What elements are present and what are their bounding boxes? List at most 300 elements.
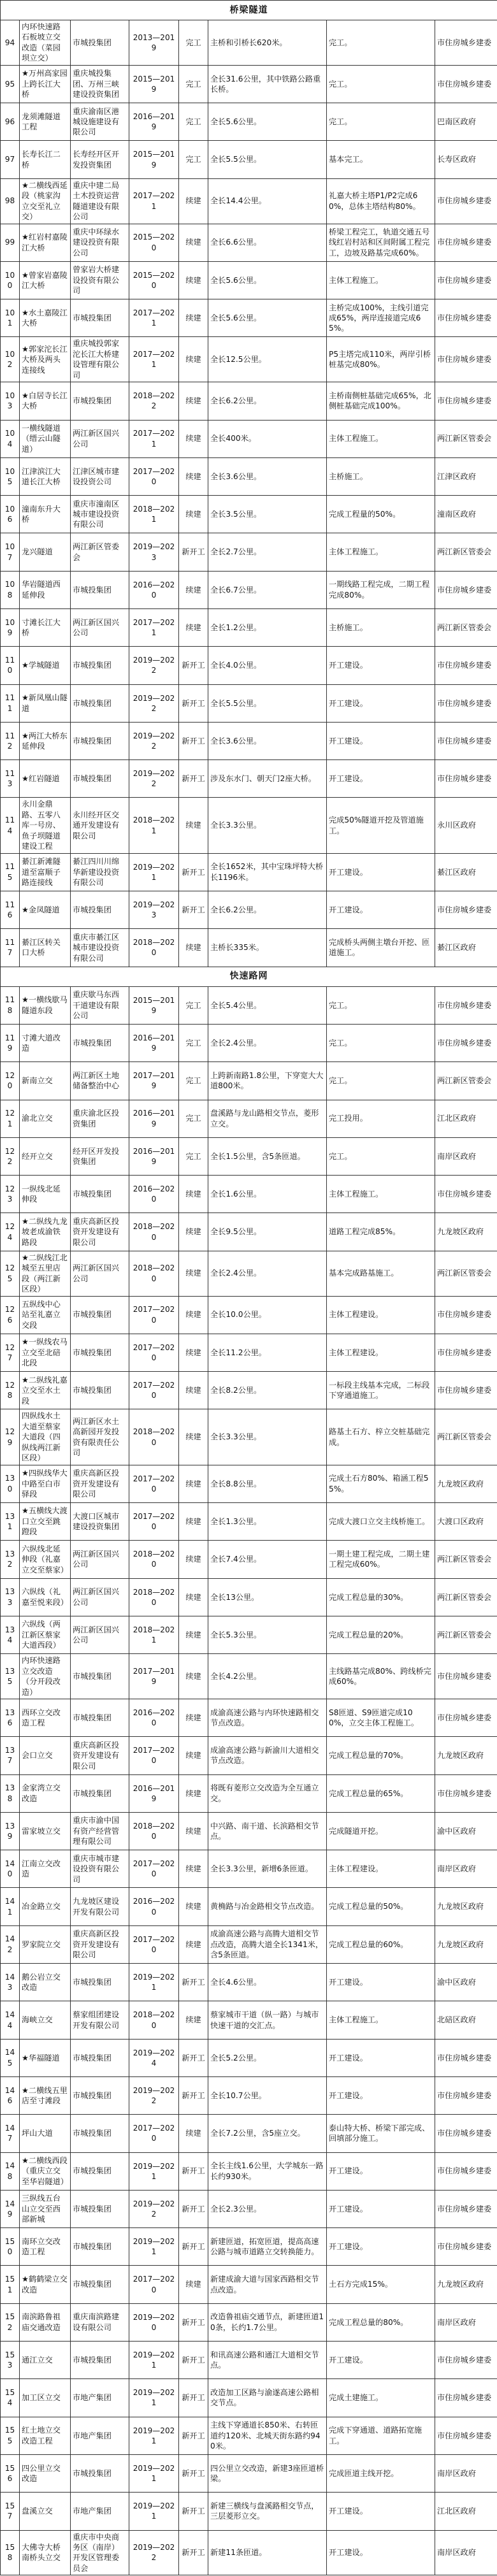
table-row (1, 496, 497, 533)
row-number: 151 (1, 2266, 20, 2303)
row-number: 117 (1, 929, 20, 967)
project-type: 新开工 (179, 2152, 208, 2190)
progress-target: 主体工程施工。 (327, 1176, 435, 1213)
build-period: 2017—2020 (129, 1737, 179, 1774)
responsible-dept: 两江新区管委会 (435, 1616, 497, 1653)
project-type: 续建 (179, 224, 208, 261)
responsible-dept: 南岸区政府 (435, 2303, 497, 2341)
project-type: 新开工 (179, 533, 208, 571)
responsible-dept: 市住房城乡建委 (435, 65, 497, 103)
responsible-dept: 九龙坡区政府 (435, 1888, 497, 1925)
build-period: 2016—2019 (129, 103, 179, 141)
build-period: 2019—2021 (129, 2379, 179, 2417)
row-number: 99 (1, 224, 20, 261)
owner-unit: 綦江四川川绵华新建设投资有限公司 (71, 853, 129, 891)
progress-target: 完成匝道主线开挖。 (327, 2454, 435, 2492)
project-name: ★二横线西延段（桃家沟立交至礼立交） (20, 178, 71, 224)
build-scale: 全长3.3公里，新增6条匝道。 (208, 1850, 327, 1888)
table-row (1, 2152, 497, 2190)
row-number: 125 (1, 1251, 20, 1296)
table-row (1, 420, 497, 457)
build-scale: 全长4.0公里。 (208, 647, 327, 684)
responsible-dept: 江津区政府 (435, 457, 497, 495)
project-name: ★学城隧道 (20, 647, 71, 684)
project-type: 新开工 (179, 853, 208, 891)
project-name: ★两江大桥东延伸段 (20, 722, 71, 759)
build-scale: 全长5.6公里。 (208, 103, 327, 141)
owner-unit: 市城投集团 (71, 760, 129, 798)
owner-unit: 重庆中环绿水建设投资有限公司 (71, 224, 129, 261)
table-row (1, 2001, 497, 2039)
row-number: 95 (1, 65, 20, 103)
build-scale: 全长5.3公里。 (208, 1616, 327, 1653)
progress-target: 主体工程施工。 (327, 420, 435, 457)
project-name: 龙兴隧道 (20, 533, 71, 571)
project-type: 续建 (179, 1774, 208, 1812)
progress-target: 开工建设。 (327, 2190, 435, 2227)
progress-target: 主体工程施工。 (327, 533, 435, 571)
project-type: 续建 (179, 496, 208, 533)
build-scale: 全长11.2公里。 (208, 1334, 327, 1371)
row-number: 140 (1, 1850, 20, 1888)
project-name: 渝北立交 (20, 1100, 71, 1137)
responsible-dept: 市住房城乡建委 (435, 1774, 497, 1812)
owner-unit: 市城投集团 (71, 1334, 129, 1371)
project-type: 完工 (179, 65, 208, 103)
build-period: 2018—2020 (129, 929, 179, 967)
owner-unit: 市城投集团 (71, 1774, 129, 1812)
progress-target: 基本完工。 (327, 141, 435, 178)
responsible-dept: 市住房城乡建委 (435, 20, 497, 66)
row-number: 124 (1, 1213, 20, 1251)
build-scale: 全长5.5公里。 (208, 141, 327, 178)
progress-target: 主桥施工。 (327, 609, 435, 647)
responsible-dept: 市住房城乡建委 (435, 571, 497, 608)
project-type: 续建 (179, 1654, 208, 1699)
build-period: 2017—2021 (129, 299, 179, 337)
build-scale: 全长6.2公里。 (208, 891, 327, 929)
build-scale: 全长3.3公里。 (208, 1409, 327, 1465)
owner-unit: 长寿经开区开发投资集团 (71, 141, 129, 178)
build-period: 2019—2022 (129, 2076, 179, 2114)
progress-target: 完成工程总量的50%。 (327, 1888, 435, 1925)
project-type: 新开工 (179, 2076, 208, 2114)
owner-unit: 重庆高新区投资开发建设有限公司 (71, 1737, 129, 1774)
project-name: 一纵线北延伸段 (20, 1176, 71, 1213)
progress-target: 开工建设。 (327, 760, 435, 798)
row-number: 132 (1, 1541, 20, 1578)
responsible-dept: 江北区政府 (435, 1100, 497, 1137)
row-number: 158 (1, 2530, 20, 2575)
project-name: 坪山大道 (20, 2115, 71, 2152)
table-row (1, 337, 497, 382)
project-name: ★二纵线礼嘉立交至水土段 (20, 1372, 71, 1409)
row-number: 119 (1, 1024, 20, 1061)
project-name: ★红岩隧道 (20, 760, 71, 798)
owner-unit: 两江新区国兴公司 (71, 1541, 129, 1578)
progress-target: 基本完成路基施工。 (327, 1251, 435, 1296)
row-number: 128 (1, 1372, 20, 1409)
progress-target: 完成工程总量的70%。 (327, 1737, 435, 1774)
project-type: 续建 (179, 1888, 208, 1925)
build-period: 2019—2024 (129, 2039, 179, 2076)
project-type: 完工 (179, 103, 208, 141)
responsible-dept: 九龙坡区政府 (435, 1465, 497, 1502)
build-scale: 全长13公里。 (208, 1578, 327, 1616)
build-period: 2018—2021 (129, 496, 179, 533)
build-period: 2016—2019 (129, 1100, 179, 1137)
owner-unit: 市城投集团 (71, 2454, 129, 2492)
table-row (1, 261, 497, 299)
project-type: 续建 (179, 1502, 208, 1540)
owner-unit: 重庆渝南区港城设施建设有限公司 (71, 103, 129, 141)
section-header (1, 1, 497, 20)
progress-target: 主体工程建设。 (327, 1850, 435, 1888)
project-name: ★红岩村嘉陵江大桥 (20, 224, 71, 261)
responsible-dept: 市住房城乡建委 (435, 986, 497, 1024)
build-scale: 全长3.6公里。 (208, 722, 327, 759)
progress-target: 完成工程量的50%。 (327, 496, 435, 533)
project-name: 六纵线（两江新区蔡家大道西段） (20, 1616, 71, 1653)
project-type: 续建 (179, 1213, 208, 1251)
table-row (1, 1296, 497, 1334)
project-name: 西环立交改造工程 (20, 1699, 71, 1736)
owner-unit: 重庆中建二局土木投资运营隧道建设有限公司 (71, 178, 129, 224)
progress-target: 路基土石方、梓立交桩基础完成。 (327, 1409, 435, 1465)
project-type: 续建 (179, 299, 208, 337)
build-period: 2019—2023 (129, 891, 179, 929)
owner-unit: 市城投集团 (71, 1372, 129, 1409)
build-scale: 主桥和引桥长620米。 (208, 20, 327, 66)
build-scale: 全长4.6公里。 (208, 1964, 327, 2001)
owner-unit: 重庆渝北区投资集团 (71, 1100, 129, 1137)
build-period: 2015—2019 (129, 65, 179, 103)
table-row (1, 1176, 497, 1213)
build-period: 2017—2020 (129, 2115, 179, 2152)
project-type: 续建 (179, 2266, 208, 2303)
table-row (1, 1502, 497, 1540)
build-scale: 成渝高速公路与高腾大道相交节点改造，高腾大道全长1341米，含5条匝道。 (208, 1925, 327, 1963)
table-row (1, 1213, 497, 1251)
build-scale: 中兴路、南干道、长滨路相交节点。 (208, 1812, 327, 1850)
owner-unit: 重庆市城市建设投资有限公司 (71, 1850, 129, 1888)
table-row (1, 1100, 497, 1137)
row-number: 146 (1, 2076, 20, 2114)
owner-unit: 重庆市渝中国有资产经营管理有限公司 (71, 1812, 129, 1850)
row-number: 107 (1, 533, 20, 571)
owner-unit: 市城投集团 (71, 1699, 129, 1736)
project-name: 潼南东升大桥 (20, 496, 71, 533)
progress-target: 开工建设。 (327, 2152, 435, 2190)
table-row (1, 20, 497, 66)
build-period: 2019—2021 (129, 1964, 179, 2001)
project-name: ★华福隧道 (20, 2039, 71, 2076)
project-name: 华岩隧道西延伸段 (20, 571, 71, 608)
table-row (1, 141, 497, 178)
project-name: ★二横线西段（重庆立交至华岩隧道） (20, 2152, 71, 2190)
build-period: 2017—2021 (129, 420, 179, 457)
row-number: 150 (1, 2228, 20, 2266)
table-row (1, 1774, 497, 1812)
table-row (1, 2190, 497, 2227)
build-period: 2016—2019 (129, 1024, 179, 1061)
owner-unit: 曾家岩大桥建设投资有限公司 (71, 261, 129, 299)
responsible-dept: 南岸区政府 (435, 2530, 497, 2575)
responsible-dept: 市住房城乡建委 (435, 2190, 497, 2227)
project-type: 完工 (179, 20, 208, 66)
table-row (1, 178, 497, 224)
build-scale: 全长4.2公里。 (208, 1654, 327, 1699)
project-name: 寸滩长江大桥 (20, 609, 71, 647)
project-name: 三纵线五台山立交至西部新城 (20, 2190, 71, 2227)
build-scale: 全长2.4公里。 (208, 1024, 327, 1061)
owner-unit: 江津区城市建设投资公司 (71, 457, 129, 495)
build-scale: 四公里立交改造，新建3座匝道桥梁。 (208, 2454, 327, 2492)
build-scale: 新建成渝大道与国家西路相交节点改造。 (208, 2266, 327, 2303)
project-type: 续建 (179, 1296, 208, 1334)
project-name: ★鹤鹤梁立交改造 (20, 2266, 71, 2303)
progress-target: 完工投用。 (327, 1100, 435, 1137)
progress-target: 一标段主线基本完成，二标段下穿通道施工。 (327, 1372, 435, 1409)
project-name: 长寿长江二桥 (20, 141, 71, 178)
project-name: 加工区立交 (20, 2379, 71, 2417)
project-type: 新开工 (179, 2190, 208, 2227)
responsible-dept: 渝中区政府 (435, 1964, 497, 2001)
build-period: 2018—2020 (129, 1812, 179, 1850)
project-name: 寸滩大道改造 (20, 1024, 71, 1061)
row-number: 144 (1, 2001, 20, 2039)
row-number: 123 (1, 1176, 20, 1213)
row-number: 110 (1, 647, 20, 684)
row-number: 127 (1, 1334, 20, 1371)
owner-unit: 九龙坡区建设开发有限公司 (71, 1888, 129, 1925)
progress-target: 开工建设。 (327, 2039, 435, 2076)
table-row (1, 798, 497, 853)
build-period: 2017—2021 (129, 609, 179, 647)
build-period: 2017—2020 (129, 1296, 179, 1334)
build-scale: 新建三横线与盘溪路相交节点，三层菱形立交。 (208, 2493, 327, 2530)
build-period: 2016—2019 (129, 1774, 179, 1812)
project-type: 新开工 (179, 2417, 208, 2454)
section-title: 快速路网 (1, 967, 497, 986)
project-type: 续建 (179, 2115, 208, 2152)
project-type: 新开工 (179, 684, 208, 722)
responsible-dept: 市住房城乡建委 (435, 261, 497, 299)
row-number: 153 (1, 2342, 20, 2379)
project-type: 续建 (179, 457, 208, 495)
build-period: 2017—2019 (129, 1062, 179, 1100)
build-period: 2015—2019 (129, 141, 179, 178)
build-period: 2019—2020 (129, 2303, 179, 2341)
table-row (1, 1024, 497, 1061)
responsible-dept: 长寿区政府 (435, 141, 497, 178)
responsible-dept: 永川区政府 (435, 798, 497, 853)
project-type: 续建 (179, 1812, 208, 1850)
project-name: 内环快速路立交改造（分开段改造） (20, 1654, 71, 1699)
progress-target: 一期线路工程完成，二期工程完成80%。 (327, 571, 435, 608)
project-name: ★四纵线华大中路至白市驿段 (20, 1465, 71, 1502)
project-type: 续建 (179, 2001, 208, 2039)
progress-target: 完成桥头两侧主墩台开挖、匝道施工。 (327, 929, 435, 967)
responsible-dept: 市住房城乡建委 (435, 1372, 497, 1409)
build-period: 2018—2021 (129, 1616, 179, 1653)
responsible-dept: 两江新区管委会 (435, 1578, 497, 1616)
owner-unit: 市城投集团 (71, 1024, 129, 1061)
build-period: 2013—2019 (129, 20, 179, 66)
project-type: 续建 (179, 382, 208, 420)
build-period: 2017—2020 (129, 1925, 179, 1963)
progress-target: 完成工程总量的80%。 (327, 2303, 435, 2341)
build-period: 2016—2019 (129, 1137, 179, 1175)
table-row (1, 2076, 497, 2114)
progress-target: 完成土建施工。 (327, 2379, 435, 2417)
project-type: 完工 (179, 141, 208, 178)
responsible-dept: 九龙坡区政府 (435, 1737, 497, 1774)
project-name: 新南立交 (20, 1062, 71, 1100)
progress-target: 开工建设。 (327, 647, 435, 684)
project-name: 江津滨江大道长江大桥 (20, 457, 71, 495)
row-number: 148 (1, 2152, 20, 2190)
responsible-dept: 市住房城乡建委 (435, 891, 497, 929)
progress-target: 完成大渡口立交主线桥施工。 (327, 1502, 435, 1540)
owner-unit: 市城投集团 (71, 2115, 129, 2152)
project-name: ★二纵线九龙坡老成渝铁路段 (20, 1213, 71, 1251)
project-name: ★新凤凰山隧道 (20, 684, 71, 722)
owner-unit: 市城投集团 (71, 20, 129, 66)
build-period: 2015—2019 (129, 986, 179, 1024)
responsible-dept: 市住房城乡建委 (435, 299, 497, 337)
owner-unit: 重庆市中央商务区（南岸）开发区管理委员会 (71, 2530, 129, 2575)
responsible-dept: 市住房城乡建委 (435, 1699, 497, 1736)
project-name: ★曾家岩嘉陵江大桥 (20, 261, 71, 299)
row-number: 129 (1, 1409, 20, 1465)
build-scale: 全长1.6公里。 (208, 1176, 327, 1213)
owner-unit: 市城投集团 (71, 2152, 129, 2190)
responsible-dept: 九龙坡区政府 (435, 1213, 497, 1251)
build-period: 2015—2020 (129, 261, 179, 299)
build-period: 2018—2020 (129, 2001, 179, 2039)
build-period: 2019—2022 (129, 2530, 179, 2575)
responsible-dept: 市住房城乡建委 (435, 2115, 497, 2152)
responsible-dept: 市住房城乡建委 (435, 2039, 497, 2076)
table-row (1, 853, 497, 891)
table-row (1, 1465, 497, 1502)
responsible-dept: 市住房城乡建委 (435, 382, 497, 420)
build-period: 2019—2021 (129, 2228, 179, 2266)
owner-unit: 市城投集团 (71, 2039, 129, 2076)
build-period: 2018—2020 (129, 1409, 179, 1465)
responsible-dept: 南岸区政府 (435, 2454, 497, 2492)
build-scale: 上跨新南路1.8公里，下穿宽大大道800米。 (208, 1062, 327, 1100)
table-row (1, 224, 497, 261)
project-type: 新开工 (179, 722, 208, 759)
build-scale: 新建11条匝道。 (208, 2530, 327, 2575)
responsible-dept: 巴南区政府 (435, 103, 497, 141)
row-number: 131 (1, 1502, 20, 1540)
owner-unit: 重庆市潼南区城市建设投资有限公司 (71, 496, 129, 533)
project-name: ★一纵线农马立交至北碚北段 (20, 1334, 71, 1371)
row-number: 143 (1, 1964, 20, 2001)
row-number: 120 (1, 1062, 20, 1100)
row-number: 147 (1, 2115, 20, 2152)
responsible-dept: 綦江区政府 (435, 929, 497, 967)
project-type: 续建 (179, 337, 208, 382)
build-period: 2017—2019 (129, 1654, 179, 1699)
project-name: 綦江新滩隧道至富顺子路连接线 (20, 853, 71, 891)
table-row (1, 1372, 497, 1409)
owner-unit: 市城投集团 (71, 2228, 129, 2266)
table-row (1, 929, 497, 967)
project-type: 续建 (179, 178, 208, 224)
project-type: 新开工 (179, 1964, 208, 2001)
row-number: 112 (1, 722, 20, 759)
project-type: 新开工 (179, 2530, 208, 2575)
row-number: 121 (1, 1100, 20, 1137)
progress-target: 完成工程总量的20%。 (327, 1616, 435, 1653)
owner-unit: 重庆歇马东西干道建设有限公司 (71, 986, 129, 1024)
owner-unit: 市城投集团 (71, 647, 129, 684)
table-row (1, 2454, 497, 2492)
row-number: 106 (1, 496, 20, 533)
responsible-dept: 市住房城乡建委 (435, 760, 497, 798)
row-number: 94 (1, 20, 20, 66)
owner-unit: 市城投集团 (71, 1296, 129, 1334)
progress-target: 完工。 (327, 1062, 435, 1100)
build-scale: 成渝高速公路与新渝川大道相交节点改造。 (208, 1737, 327, 1774)
build-period: 2019—2021 (129, 2454, 179, 2492)
progress-target: 主桥施工。 (327, 457, 435, 495)
build-period: 2019—2021 (129, 2342, 179, 2379)
row-number: 142 (1, 1925, 20, 1963)
build-period: 2017—2020 (129, 1850, 179, 1888)
build-period: 2017—2020 (129, 1334, 179, 1371)
build-period: 2019—2022 (129, 647, 179, 684)
build-period: 2018—2022 (129, 382, 179, 420)
progress-target: 完成隧道开挖。 (327, 1812, 435, 1850)
row-number: 155 (1, 2417, 20, 2454)
project-type: 续建 (179, 1251, 208, 1296)
row-number: 114 (1, 798, 20, 853)
table-row (1, 2266, 497, 2303)
project-name: ★二横线五里店至寸滩段 (20, 2076, 71, 2114)
owner-unit: 市城投集团 (71, 1964, 129, 2001)
table-row (1, 609, 497, 647)
row-number: 133 (1, 1578, 20, 1616)
project-type: 完工 (179, 1137, 208, 1175)
responsible-dept: 市住房城乡建委 (435, 1334, 497, 1371)
build-scale: 全长2.4公里。 (208, 1251, 327, 1296)
table-row (1, 103, 497, 141)
build-scale: 全长3.6公里。 (208, 457, 327, 495)
build-period: 2016—2020 (129, 1888, 179, 1925)
section-title: 桥梁隧道 (1, 1, 497, 20)
progress-target: 完工。 (327, 103, 435, 141)
owner-unit: 大渡口区城市建设投资集团 (71, 1502, 129, 1540)
row-number: 115 (1, 853, 20, 891)
row-number: 97 (1, 141, 20, 178)
owner-unit: 两江新区水土高新园开发投资有限责任公司 (71, 1409, 129, 1465)
build-scale: 全长6.2公里。 (208, 382, 327, 420)
owner-unit: 市城投集团 (71, 1654, 129, 1699)
responsible-dept: 市住房城乡建委 (435, 2379, 497, 2417)
owner-unit: 市地产集团 (71, 2493, 129, 2530)
project-type: 续建 (179, 261, 208, 299)
project-type: 续建 (179, 571, 208, 608)
table-row (1, 65, 497, 103)
table-row (1, 1964, 497, 2001)
progress-target: 完成工程总量的65%。 (327, 1774, 435, 1812)
progress-target: 完成下穿通道、道路拓宽施工。 (327, 2417, 435, 2454)
